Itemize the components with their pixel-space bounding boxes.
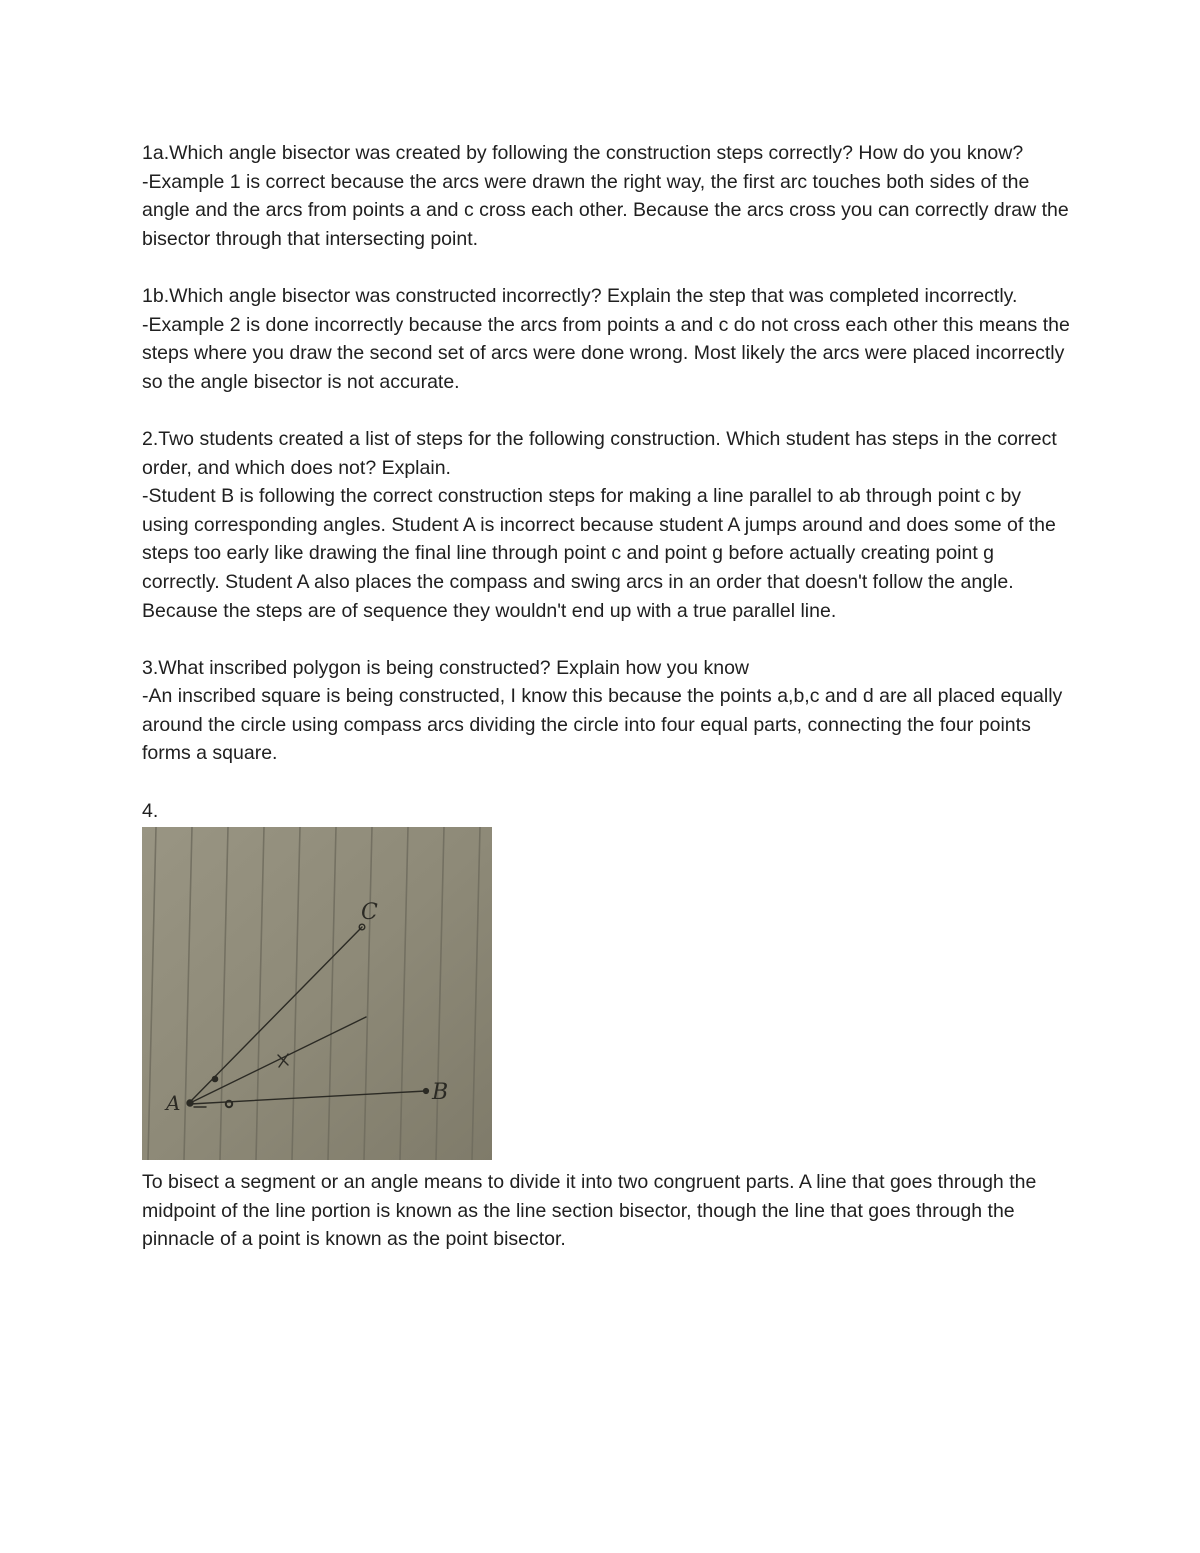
answer-2-text: -Student B is following the correct construction steps for making a line parallel to ab through point c by using corresponding angles. Student A is incorrect because student A jumps around and does some of the steps too early like drawing the final line through point c and point g before actually creating point g correctly. Student A also places the compass and swing arcs in an order that doesn't follow the angle. Because the steps are of sequence they wouldn't end up with a true parallel line. [142,485,1056,622]
explanation-text: To bisect a segment or an angle means to divide it into two congruent parts. A line that goes through the midpoint of the line portion is known as the line section bisector, though the line that goes through the pinnacle of a point is known as the point bisector. [142,1171,1037,1251]
point-label-a: A [166,1091,181,1116]
question-3-block [142,654,1072,768]
question-1a-text: 1a.Which angle bisector was created by following the construction steps correctly? How do you know? [142,142,1024,164]
arc-mark-upper [212,1076,218,1082]
question-4-label: 4. [142,799,159,822]
answer-1a-text: -Example 1 is correct because the arcs were drawn the right way, the first arc touches both sides of the angle and the arcs from points a and c cross each other. Because the arcs cross you can correctly draw the bisector through that intersecting point. [142,170,1069,250]
question-1a-block [142,139,1072,253]
question-2-block [142,425,1072,625]
question-3-text: 3.What inscribed polygon is being constructed? Explain how you know [142,656,750,679]
question-1b-text: 1b.Which angle bisector was constructed incorrectly? Explain the step that was completed incorrectly. [142,284,1018,307]
answer-3-text: -An inscribed square is being constructed, I know this because the points a,b,c and d are all placed equally around the circle using compass arcs dividing the circle into four equal parts, connecting the four points forms a square. [142,685,1063,765]
question-2-text: 2.Two students created a list of steps for the following construction. Which student has steps in the correct order, and which does not? Explain. [142,427,1057,479]
point-label-b: B [432,1080,449,1106]
answer-1b-text: -Example 2 is done incorrectly because the arcs from points a and c do not cross each other this means the steps where you draw the second set of arcs were done wrong. Most likely the arcs were placed incorrectly so the angle bisector is not accurate. [142,313,1070,393]
handwritten-angle-bisector-photo [142,827,492,1160]
point-label-c: C [361,900,378,926]
question-4-block [142,797,1072,1254]
point-b-dot [423,1089,428,1094]
question-1b-block [142,282,1072,396]
point-a-dot [187,1100,193,1106]
document-body [142,139,1072,1254]
angle-bisector-drawing [142,827,492,1160]
